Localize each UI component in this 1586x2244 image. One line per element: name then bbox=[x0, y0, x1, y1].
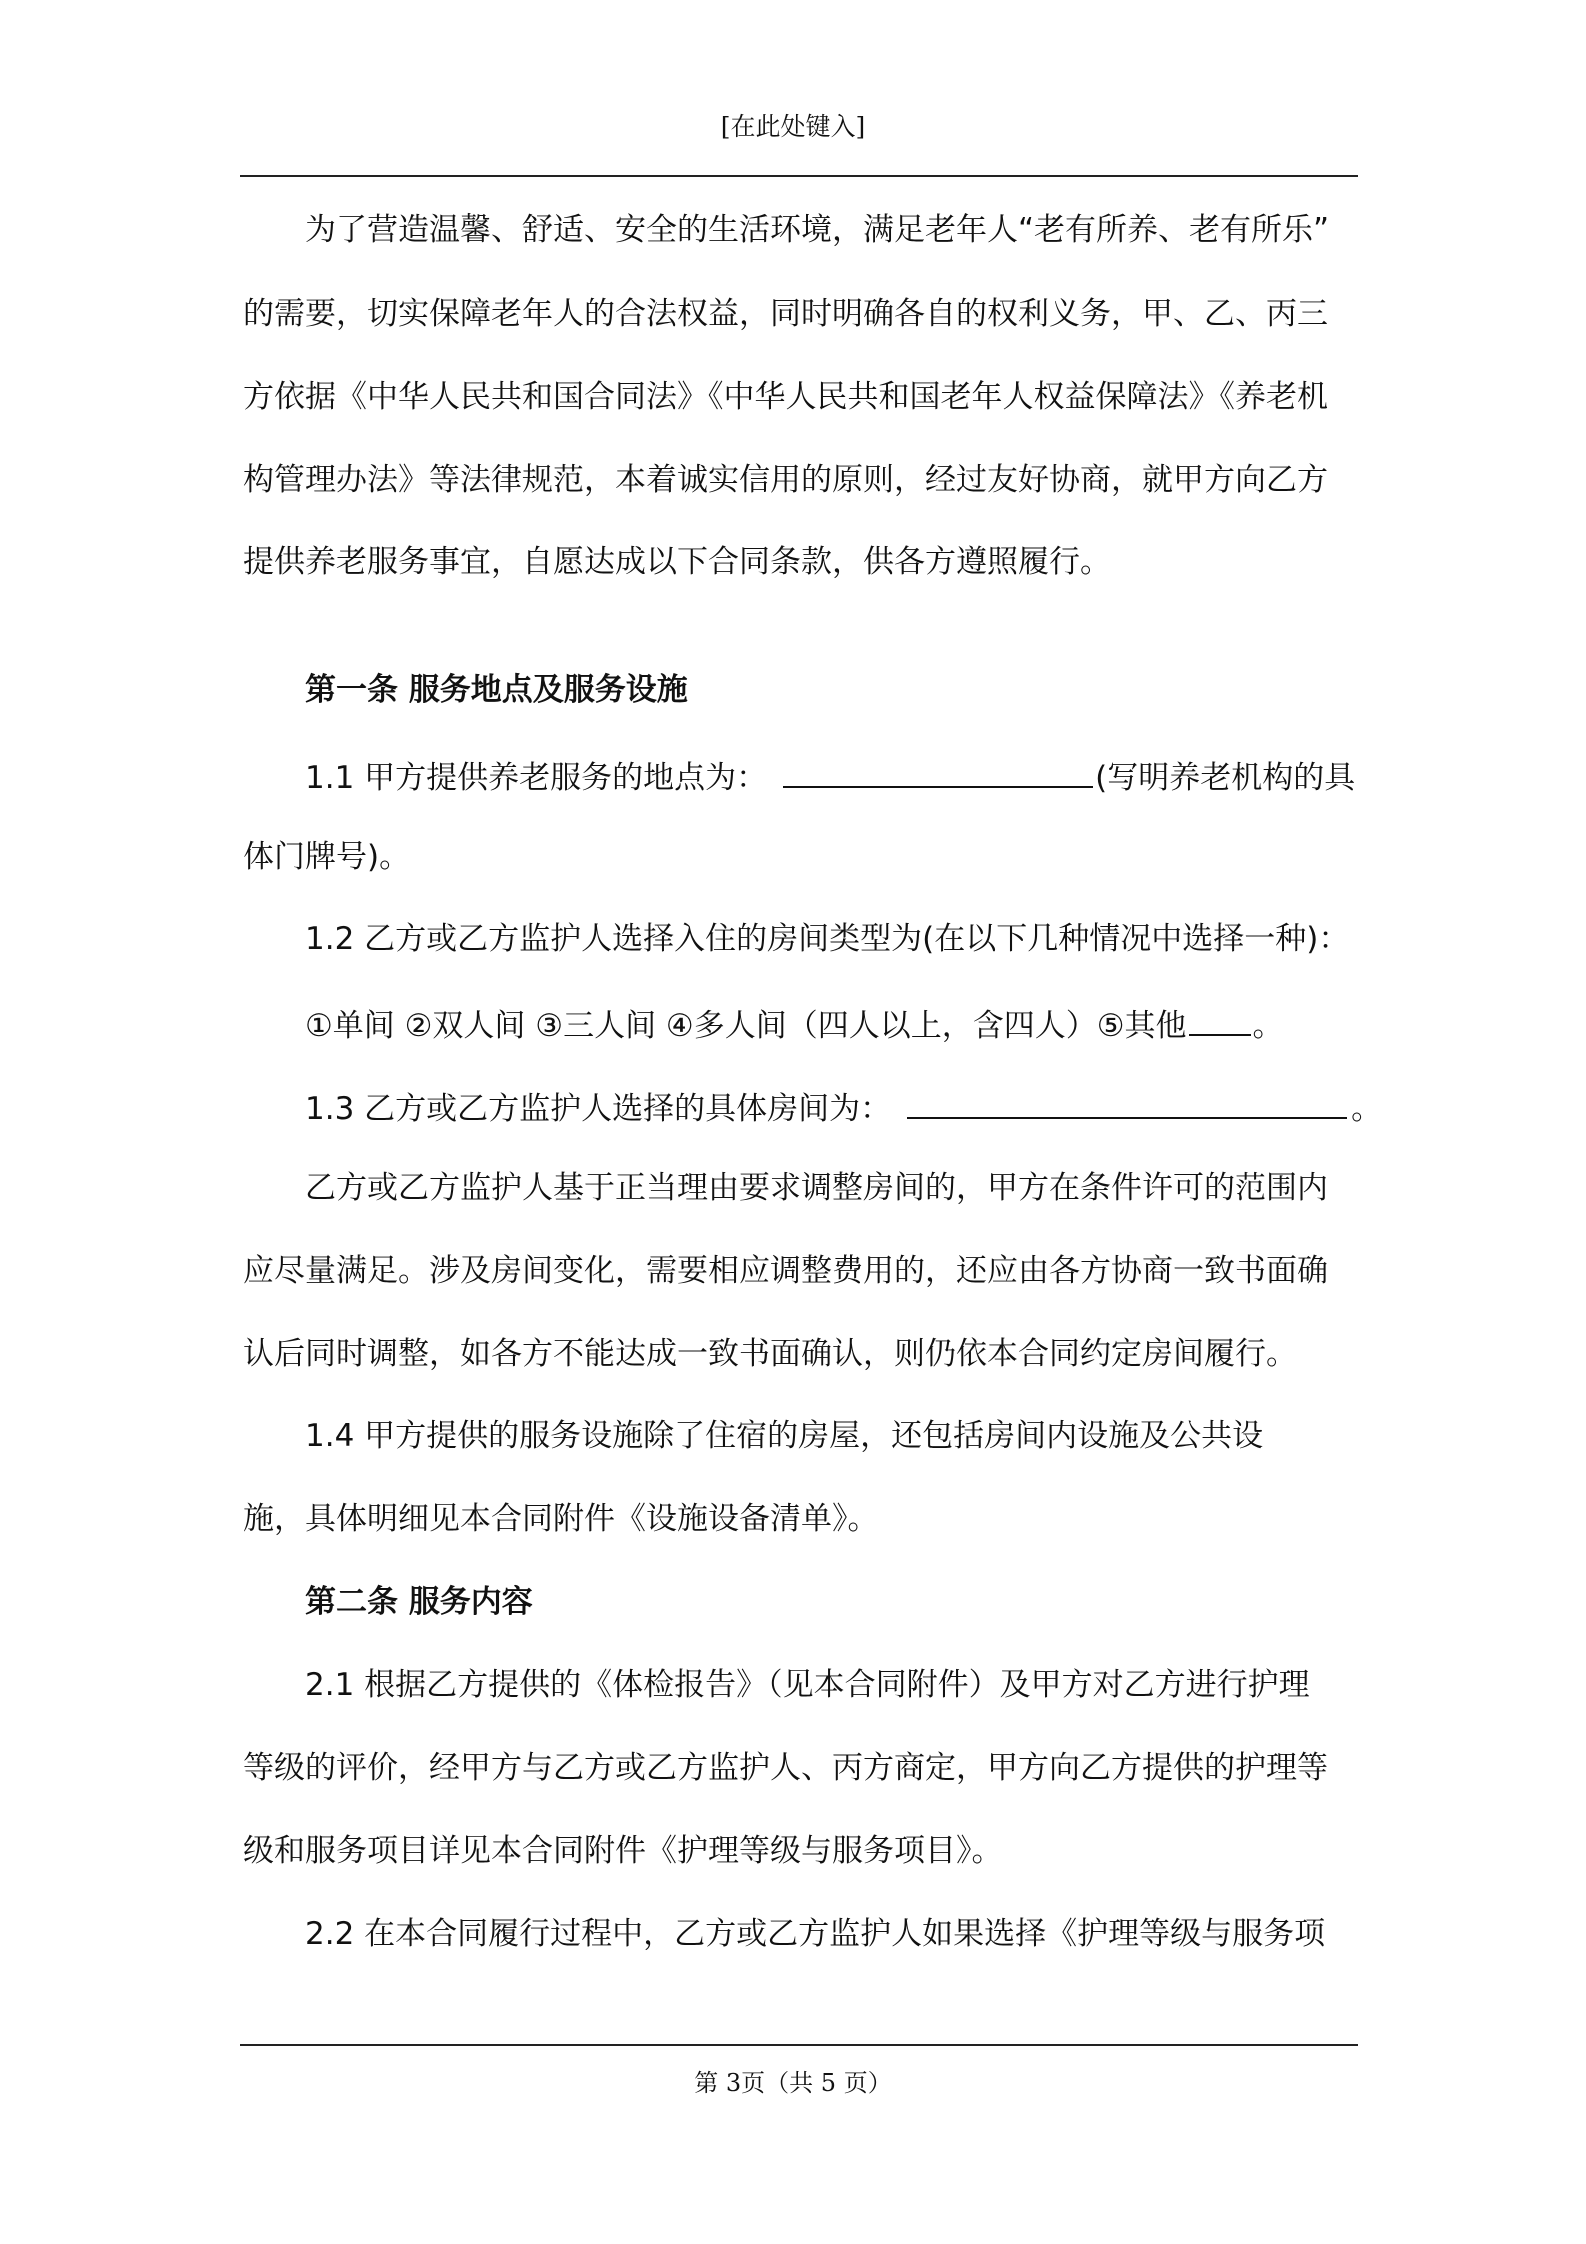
specific-room-blank[interactable] bbox=[907, 1083, 1347, 1119]
article-2-heading: 第二条 服务内容 bbox=[305, 1584, 533, 1620]
clause-1-4-line-1: 1.4 甲方提供的服务设施除了住宿的房屋，还包括房间内设施及公共设 bbox=[305, 1418, 1264, 1454]
preamble-line-4: 构管理办法》等法律规范，本着诚实信用的原则，经过友好协商，就甲方向乙方 bbox=[243, 462, 1328, 498]
clause-1-1-note: (写明养老机构的具 bbox=[1095, 760, 1356, 796]
preamble-line-1: 为了营造温馨、舒适、安全的生活环境，满足老年人“老有所养、老有所乐” bbox=[305, 212, 1330, 248]
other-room-type-blank[interactable] bbox=[1189, 1000, 1251, 1036]
clause-1-3-end: 。 bbox=[1351, 1091, 1383, 1127]
clause-2-2-line-1: 2.2 在本合同履行过程中，乙方或乙方监护人如果选择《护理等级与服务项 bbox=[305, 1916, 1326, 1952]
clause-1-3 bbox=[305, 1083, 1382, 1131]
header-rule bbox=[240, 175, 1358, 177]
clause-1-2-line-2 bbox=[305, 1000, 1284, 1048]
clause-1-1-line-2: 体门牌号)。 bbox=[243, 839, 411, 875]
article-1-heading: 第一条 服务地点及服务设施 bbox=[305, 672, 688, 708]
page-header: [在此处键入] bbox=[720, 112, 866, 141]
clause-1-2-line-1: 1.2 乙方或乙方监护人选择入住的房间类型为(在以下几种情况中选择一种)： bbox=[305, 921, 1350, 957]
preamble-line-5: 提供养老服务事宜，自愿达成以下合同条款，供各方遵照履行。 bbox=[243, 544, 1111, 580]
clause-1-3-text: 1.3 乙方或乙方监护人选择的具体房间为： bbox=[305, 1091, 892, 1127]
location-blank[interactable] bbox=[783, 752, 1093, 788]
footer-rule bbox=[240, 2044, 1358, 2046]
clause-2-1-line-3: 级和服务项目详见本合同附件《护理等级与服务项目》。 bbox=[243, 1833, 1003, 1869]
clause-1-1-line-1 bbox=[305, 752, 1355, 800]
clause-1-1-text: 1.1 甲方提供养老服务的地点为： bbox=[305, 760, 768, 796]
clause-2-1-line-2: 等级的评价，经甲方与乙方或乙方监护人、丙方商定，甲方向乙方提供的护理等 bbox=[243, 1750, 1328, 1786]
clause-1-4-line-2: 施，具体明细见本合同附件《设施设备清单》。 bbox=[243, 1501, 879, 1537]
room-type-end: 。 bbox=[1252, 1008, 1284, 1044]
room-type-options: ①单间 ②双人间 ③三人间 ④多人间（四人以上，含四人）⑤其他 bbox=[305, 1008, 1187, 1044]
clause-2-1-line-1: 2.1 根据乙方提供的《体检报告》（见本合同附件）及甲方对乙方进行护理 bbox=[305, 1667, 1310, 1703]
page-number: 第 3页（共 5 页） bbox=[694, 2069, 892, 2097]
preamble-line-2: 的需要，切实保障老年人的合法权益，同时明确各自的权利义务，甲、乙、丙三 bbox=[243, 296, 1328, 332]
room-change-line-2: 应尽量满足。涉及房间变化，需要相应调整费用的，还应由各方协商一致书面确 bbox=[243, 1253, 1328, 1289]
room-change-line-3: 认后同时调整，如各方不能达成一致书面确认，则仍依本合同约定房间履行。 bbox=[243, 1336, 1297, 1372]
room-change-line-1: 乙方或乙方监护人基于正当理由要求调整房间的，甲方在条件许可的范围内 bbox=[305, 1170, 1328, 1206]
preamble-line-3: 方依据《中华人民共和国合同法》《中华人民共和国老年人权益保障法》《养老机 bbox=[243, 379, 1328, 415]
